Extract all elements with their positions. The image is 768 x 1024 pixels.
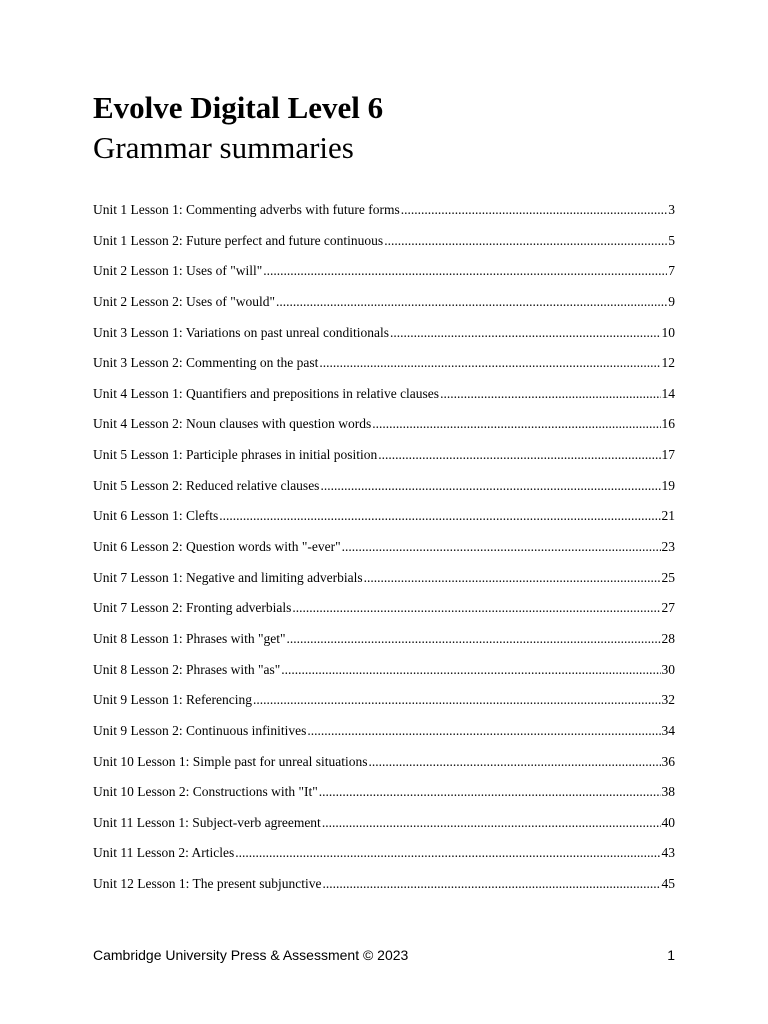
toc-entry-label: Unit 4 Lesson 1: Quantifiers and prepositions in relative clauses [93, 385, 440, 401]
toc-entry-page-number: 19 [661, 477, 675, 493]
toc-entry-label: Unit 9 Lesson 1: Referencing [93, 692, 252, 708]
toc-entry-label: Unit 7 Lesson 2: Fronting adverbials [93, 600, 292, 616]
toc-dot-leader [364, 566, 661, 590]
toc-entry-page-number: 25 [661, 569, 675, 585]
toc-entry[interactable] [93, 321, 675, 352]
toc-dot-leader [219, 504, 660, 528]
toc-entry-label: Unit 10 Lesson 2: Constructions with "It" [93, 784, 318, 800]
toc-dot-leader [276, 290, 667, 314]
toc-entry-label: Unit 2 Lesson 1: Uses of "will" [93, 263, 263, 279]
toc-entry[interactable] [93, 198, 675, 229]
toc-entry-page-number: 38 [661, 784, 675, 800]
toc-entry-label: Unit 3 Lesson 2: Commenting on the past [93, 355, 319, 371]
toc-dot-leader [307, 719, 660, 743]
toc-entry-label: Unit 11 Lesson 1: Subject-verb agreement [93, 814, 321, 830]
toc-entry[interactable] [93, 627, 675, 658]
toc-entry-page-number: 28 [661, 630, 675, 646]
table-of-contents [93, 198, 675, 903]
toc-entry[interactable] [93, 412, 675, 443]
toc-dot-leader [292, 596, 660, 620]
toc-entry-label: Unit 8 Lesson 1: Phrases with "get" [93, 630, 286, 646]
toc-entry-label: Unit 10 Lesson 1: Simple past for unreal situations [93, 753, 368, 769]
toc-dot-leader [235, 841, 660, 865]
toc-entry-page-number: 7 [668, 263, 675, 279]
document-subtitle: Grammar summaries [93, 130, 354, 165]
toc-dot-leader [440, 382, 660, 406]
toc-entry-label: Unit 2 Lesson 2: Uses of "would" [93, 293, 276, 309]
toc-entry-page-number: 45 [661, 876, 675, 892]
toc-dot-leader [263, 259, 667, 283]
toc-entry[interactable] [93, 811, 675, 842]
toc-entry[interactable] [93, 474, 675, 505]
toc-entry-page-number: 17 [661, 447, 675, 463]
toc-entry-page-number: 14 [661, 385, 675, 401]
toc-entry-label: Unit 3 Lesson 1: Variations on past unreal conditionals [93, 324, 389, 340]
toc-entry-label: Unit 7 Lesson 1: Negative and limiting adverbials [93, 569, 363, 585]
toc-entry-page-number: 9 [668, 293, 675, 309]
toc-dot-leader [384, 229, 667, 253]
toc-entry-page-number: 30 [661, 661, 675, 677]
toc-entry[interactable] [93, 351, 675, 382]
toc-entry-page-number: 43 [661, 845, 675, 861]
toc-entry-page-number: 3 [668, 202, 675, 217]
toc-dot-leader [253, 688, 661, 712]
toc-entry-page-number: 16 [661, 416, 675, 432]
toc-dot-leader [322, 811, 661, 835]
toc-entry[interactable] [93, 535, 675, 566]
document-title: Evolve Digital Level 6 [93, 90, 384, 125]
toc-dot-leader [322, 872, 660, 896]
toc-entry-page-number: 10 [661, 324, 675, 340]
toc-entry-page-number: 40 [661, 814, 675, 830]
footer-page-number: 1 [667, 947, 675, 963]
toc-entry-page-number: 36 [661, 753, 675, 769]
toc-entry[interactable] [93, 750, 675, 781]
toc-dot-leader [342, 535, 661, 559]
toc-entry-label: Unit 9 Lesson 2: Continuous infinitives [93, 722, 307, 738]
toc-entry-label: Unit 6 Lesson 1: Clefts [93, 508, 219, 524]
toc-dot-leader [378, 443, 660, 467]
toc-entry-label: Unit 5 Lesson 2: Reduced relative clauses [93, 477, 320, 493]
document-page [93, 0, 675, 1024]
page-footer [93, 945, 675, 965]
toc-entry-page-number: 34 [661, 722, 675, 738]
toc-entry[interactable] [93, 504, 675, 535]
toc-entry-page-number: 27 [661, 600, 675, 616]
toc-dot-leader [320, 474, 660, 498]
toc-dot-leader [372, 412, 660, 436]
toc-entry-page-number: 12 [661, 355, 675, 371]
toc-entry-label: Unit 12 Lesson 1: The present subjunctive [93, 876, 322, 892]
toc-entry[interactable] [93, 443, 675, 474]
toc-entry[interactable] [93, 688, 675, 719]
toc-entry-label: Unit 1 Lesson 1: Commenting adverbs with future forms [93, 202, 400, 217]
toc-entry[interactable] [93, 872, 675, 903]
toc-entry-page-number: 21 [661, 508, 675, 524]
toc-entry[interactable] [93, 841, 675, 872]
toc-entry-label: Unit 5 Lesson 1: Participle phrases in initial position [93, 447, 378, 463]
toc-entry[interactable] [93, 719, 675, 750]
toc-dot-leader [401, 198, 668, 222]
toc-entry-label: Unit 1 Lesson 2: Future perfect and future continuous [93, 232, 384, 248]
toc-entry[interactable] [93, 780, 675, 811]
toc-entry[interactable] [93, 290, 675, 321]
toc-dot-leader [281, 658, 660, 682]
toc-entry[interactable] [93, 566, 675, 597]
toc-entry-label: Unit 8 Lesson 2: Phrases with "as" [93, 661, 281, 677]
toc-dot-leader [319, 351, 660, 375]
toc-entry-page-number: 23 [661, 539, 675, 555]
toc-entry[interactable] [93, 382, 675, 413]
toc-dot-leader [390, 321, 661, 345]
toc-entry-label: Unit 6 Lesson 2: Question words with "-ever" [93, 539, 341, 555]
toc-entry-page-number: 32 [661, 692, 675, 708]
toc-dot-leader [319, 780, 661, 804]
toc-entry[interactable] [93, 229, 675, 260]
toc-entry-label: Unit 11 Lesson 2: Articles [93, 845, 235, 861]
footer-copyright: Cambridge University Press & Assessment © 2023 [93, 947, 409, 963]
toc-dot-leader [287, 627, 661, 651]
toc-entry[interactable] [93, 596, 675, 627]
toc-dot-leader [368, 750, 660, 774]
toc-entry[interactable] [93, 259, 675, 290]
toc-entry-label: Unit 4 Lesson 2: Noun clauses with question words [93, 416, 372, 432]
toc-entry-page-number: 5 [668, 232, 675, 248]
toc-entry[interactable] [93, 658, 675, 689]
